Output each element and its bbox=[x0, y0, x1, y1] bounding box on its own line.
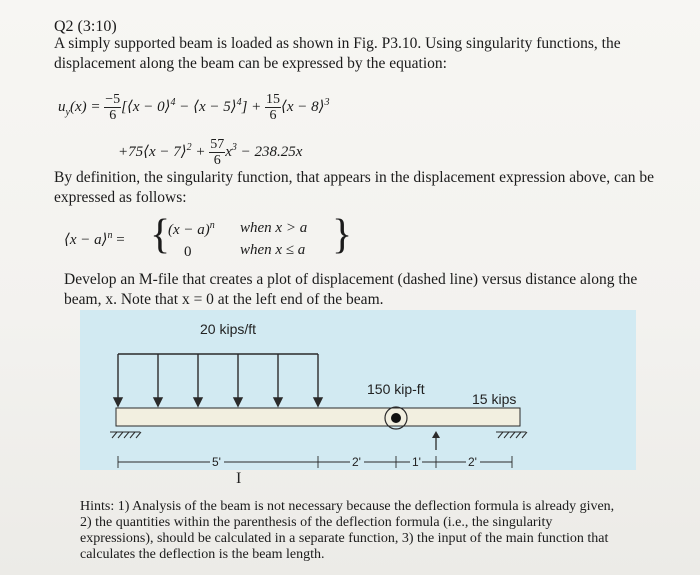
eq-exp-4a: 4 bbox=[170, 96, 176, 108]
eq-lhs-sub: y bbox=[65, 106, 70, 118]
eq2-term-b: + bbox=[191, 143, 206, 160]
load-label: 20 kips/ft bbox=[200, 321, 257, 337]
fraction-minus-five-sixths bbox=[104, 92, 121, 123]
eq2-term-c: x bbox=[225, 143, 232, 160]
sing-lhs: ⟨x − a⟩ bbox=[64, 232, 108, 248]
frac2-den: 6 bbox=[265, 107, 281, 123]
case1-condition: when x > a bbox=[240, 220, 308, 236]
hints-line-4: calculates the deflection is the beam length. bbox=[80, 547, 325, 562]
hints-line-3: expressions), should be calculated in a separate function, 3) the input of the main function that bbox=[80, 531, 609, 546]
moment-point-icon bbox=[391, 413, 401, 423]
beam-diagram bbox=[80, 310, 636, 470]
sing-lhs-group bbox=[64, 230, 125, 249]
eq-term-3: ] + bbox=[241, 98, 262, 115]
left-brace: { bbox=[150, 212, 171, 258]
frac3-den: 6 bbox=[209, 152, 225, 168]
text-cursor-icon: I bbox=[236, 470, 242, 487]
dimension-line bbox=[118, 456, 512, 468]
develop-line-2: beam, x. Note that x = 0 at the left end of the beam. bbox=[64, 291, 384, 308]
sing-lhs-exp: n bbox=[107, 230, 113, 241]
beam-figure bbox=[80, 310, 636, 470]
hints-line-2: 2) the quantities within the parenthesis of the deflection formula (i.e., the singularity bbox=[80, 515, 553, 530]
dim-label-1ft: 1' bbox=[412, 455, 421, 469]
frac2-num: 15 bbox=[266, 92, 281, 107]
eq-exp-4b: 4 bbox=[236, 96, 242, 108]
frac3-num: 57 bbox=[210, 137, 225, 152]
eq-term-1: [⟨x − 0⟩ bbox=[121, 98, 171, 115]
dim-label-2ft-a: 2' bbox=[352, 455, 361, 469]
sing-equals: = bbox=[112, 232, 125, 248]
eq2-term-a: +75⟨x − 7⟩ bbox=[118, 143, 187, 160]
right-brace: } bbox=[332, 212, 353, 258]
eq-lhs: u bbox=[58, 98, 66, 115]
hints-block bbox=[80, 499, 614, 563]
eq-lhs-arg: (x) = bbox=[69, 98, 101, 115]
develop-line-1: Develop an M-file that creates a plot of displacement (dashed line) versus distance along the bbox=[64, 271, 638, 288]
eq2-exp-2: 2 bbox=[186, 141, 192, 153]
force-arrow-icon bbox=[432, 431, 440, 438]
case2-condition: when x ≤ a bbox=[240, 242, 306, 258]
left-support bbox=[110, 432, 141, 438]
displacement-equation-line-2 bbox=[118, 137, 302, 168]
displacement-equation-line-1 bbox=[58, 92, 330, 123]
definition-line-2: expressed as follows: bbox=[54, 189, 187, 206]
intro-line-1: A simply supported beam is loaded as shown in Fig. P3.10. Using singularity functions, the bbox=[54, 35, 621, 52]
distributed-load-arrows bbox=[114, 354, 322, 406]
eq-term-4: ⟨x − 8⟩ bbox=[281, 98, 325, 115]
hints-line-1: Hints: 1) Analysis of the beam is not necessary because the deflection formula is already given, bbox=[80, 499, 615, 514]
intro-line-2: displacement along the beam can be expressed by the equation: bbox=[54, 55, 447, 72]
eq2-term-d: − 238.25x bbox=[236, 143, 303, 160]
frac1-den: 6 bbox=[104, 107, 121, 123]
eq2-exp-3: 3 bbox=[231, 141, 237, 153]
frac1-num: −5 bbox=[105, 92, 121, 107]
beam-body bbox=[116, 408, 520, 426]
case1-expr: (x − a) bbox=[168, 222, 210, 238]
right-support bbox=[496, 432, 527, 438]
moment-label: 150 kip-ft bbox=[367, 381, 425, 397]
eq-term-2: − ⟨x − 5⟩ bbox=[175, 98, 237, 115]
fraction-fiftyseven-sixths bbox=[209, 137, 225, 168]
eq-exp-3a: 3 bbox=[324, 96, 330, 108]
dim-label-2ft-b: 2' bbox=[468, 455, 477, 469]
case1-exp: n bbox=[209, 220, 215, 231]
question-header: Q2 (3:10) bbox=[54, 18, 117, 35]
force-label: 15 kips bbox=[472, 391, 517, 407]
fraction-fifteen-sixths bbox=[265, 92, 281, 123]
definition-line-1: By definition, the singularity function, that appears in the displacement expression above, can be bbox=[54, 169, 655, 186]
case1-expr-group bbox=[168, 220, 215, 239]
case2-expr: 0 bbox=[184, 244, 192, 260]
singularity-definition bbox=[64, 212, 364, 266]
dim-label-5ft: 5' bbox=[212, 455, 221, 469]
